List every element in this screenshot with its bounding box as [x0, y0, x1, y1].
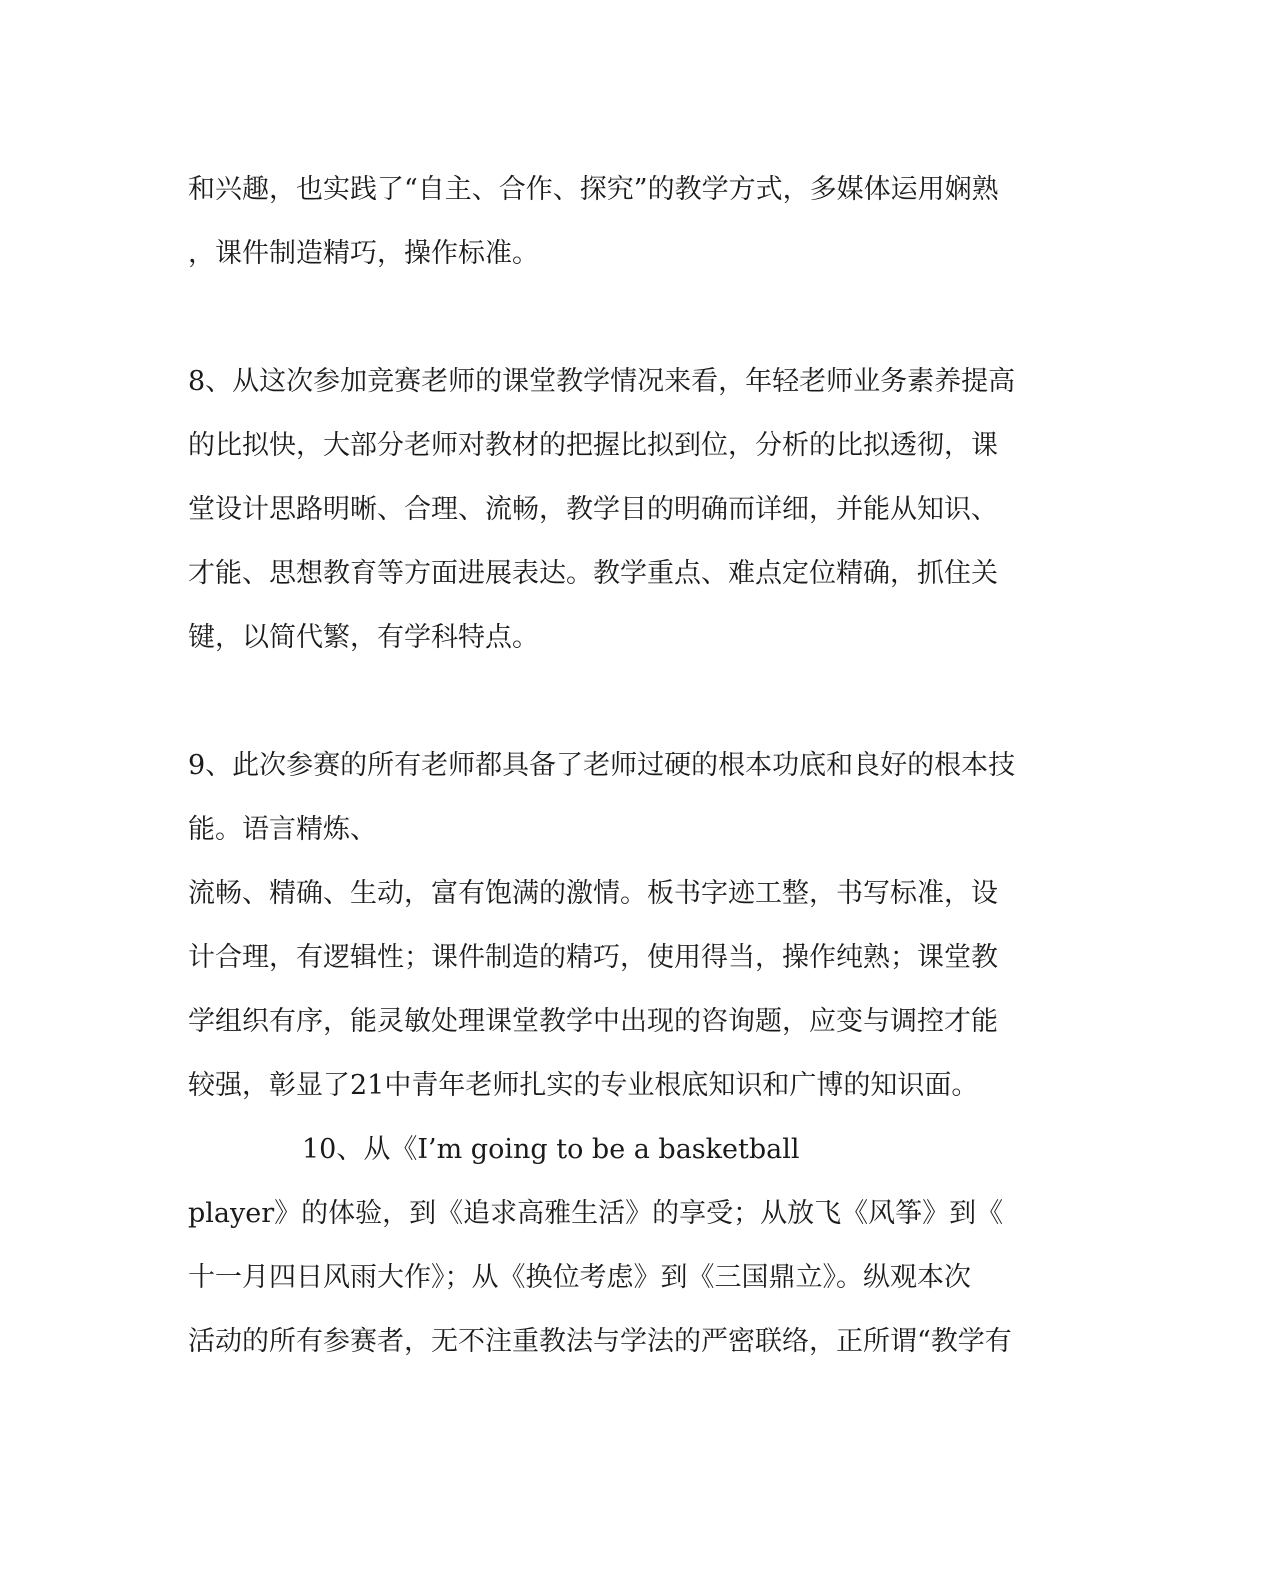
text-line: 键，以简代繁，有学科特点。	[188, 622, 539, 653]
text-line: 才能、思想教育等方面进展表达。教学重点、难点定位精确，抓住关	[188, 558, 998, 589]
text-line: 堂设计思路明晰、合理、流畅，教学目的明确而详细，并能从知识、	[188, 494, 998, 525]
text-line: 活动的所有参赛者，无不注重教法与学法的严密联络，正所谓“教学有	[188, 1326, 1012, 1357]
text-line: 较强，彰显了21中青年老师扎实的专业根底知识和广博的知识面。	[188, 1070, 979, 1101]
text-line: 10、从《I’m going to be a basketball	[302, 1134, 800, 1165]
text-line: 流畅、精确、生动，富有饱满的激情。板书字迹工整，书写标准，设	[188, 878, 998, 909]
text-line: 学组织有序，能灵敏处理课堂教学中出现的咨询题，应变与调控才能	[188, 1006, 998, 1037]
text-line: 9、此次参赛的所有老师都具备了老师过硬的根本功底和良好的根本技	[188, 750, 1016, 781]
text-line: 和兴趣，也实践了“自主、合作、探究”的教学方式，多媒体运用娴熟	[188, 174, 999, 205]
text-line: 计合理，有逻辑性；课件制造的精巧，使用得当，操作纯熟；课堂教	[188, 942, 998, 973]
text-line: player》的体验，到《追求高雅生活》的享受；从放飞《风筝》到《	[188, 1198, 1004, 1229]
text-line: 十一月四日风雨大作》；从《换位考虑》到《三国鼎立》。纵观本次	[188, 1262, 971, 1293]
text-line: 能。语言精炼、	[188, 814, 377, 845]
text-line: 的比拟快，大部分老师对教材的把握比拟到位，分析的比拟透彻，课	[188, 430, 998, 461]
text-line: 8、从这次参加竞赛老师的课堂教学情况来看，年轻老师业务素养提高	[188, 366, 1016, 397]
text-line: ，课件制造精巧，操作标准。	[188, 238, 539, 269]
